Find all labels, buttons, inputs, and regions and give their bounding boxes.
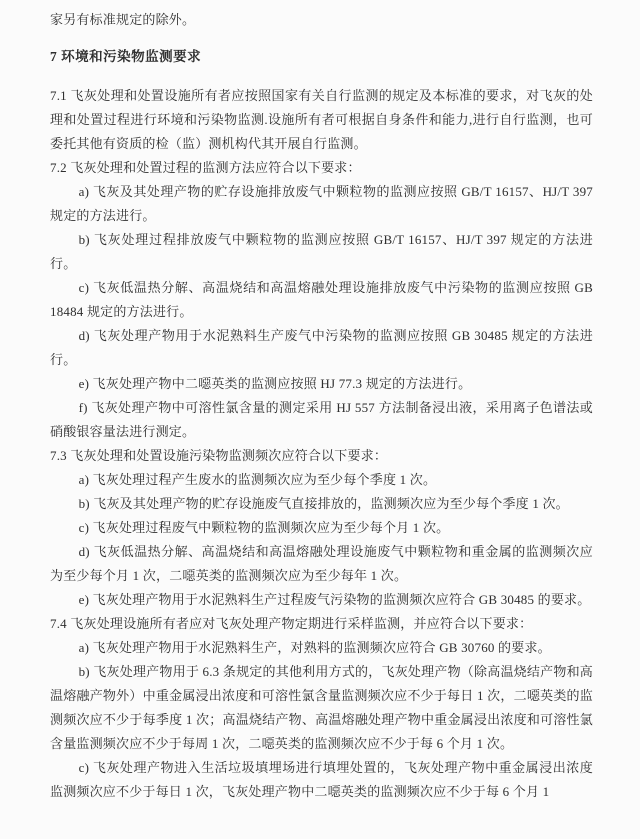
document-text-column <box>50 8 593 804</box>
clause-7-3: 7.3 飞灰处理和处置设施污染物监测频次应符合以下要求： <box>50 448 388 463</box>
item-7-3-c: c) 飞灰处理过程废气中颗粒物的监测频次应为至少每个月 1 次。 <box>78 520 450 535</box>
item-7-2-d: d) 飞灰处理产物用于水泥熟料生产废气中污染物的监测应按照 GB 30485 规定的方法进行。 <box>50 328 593 367</box>
item-7-2-a: a) 飞灰及其处理产物的贮存设施排放废气中颗粒物的监测应按照 GB/T 16157、HJ/T 397 规定的方法进行。 <box>50 184 593 223</box>
clause-7-1: 7.1 飞灰处理和处置设施所有者应按照国家有关自行监测的规定及本标准的要求，对飞灰的处理和处置过程进行环境和污染物监测.设施所有者可根据自身条件和能力,进行自行监测，也可委托其他有资质的检（监）测机构代其开展自行监测。 <box>50 88 593 151</box>
item-7-4-c: c) 飞灰处理产物进入生活垃圾填埋场进行填埋处置的，飞灰处理产物中重金属浸出浓度监测频次应不少于每日 1 次，飞灰处理产物中二噁英类的监测频次应不少于每 6 个月 1 <box>50 760 593 799</box>
item-7-3-d: d) 飞灰低温热分解、高温烧结和高温熔融处理设施废气中颗粒物和重金属的监测频次应为至少每个月 1 次，二噁英类的监测频次应为至少每年 1 次。 <box>50 544 593 583</box>
item-7-4-b: b) 飞灰处理产物用于 6.3 条规定的其他利用方式的，飞灰处理产物（除高温烧结产物和高温熔融产物外）中重金属浸出浓度和可溶性氯含量监测频次应不少于每日 1 次，二噁英类的监测频次应不少于每季度 1 次；高温烧结产物、高温熔融处理产物中重金属浸出浓度和可溶性氯含量监测频次应不少于每周 1 次，二噁英类的监测频次应不少于每 6 个月 1 次。 <box>50 664 593 751</box>
item-7-3-a: a) 飞灰处理过程产生废水的监测频次应为至少每个季度 1 次。 <box>78 472 437 487</box>
item-7-2-c: c) 飞灰低温热分解、高温烧结和高温熔融处理设施排放废气中污染物的监测应按照 GB 18484 规定的方法进行。 <box>50 280 593 319</box>
clause-7-2: 7.2 飞灰处理和处置过程的监测方法应符合以下要求： <box>50 160 361 175</box>
clause-7-4: 7.4 飞灰处理设施所有者应对飞灰处理产物定期进行采样监测，并应符合以下要求： <box>50 616 533 631</box>
item-7-4-a: a) 飞灰处理产物用于水泥熟料生产，对熟料的监测频次应符合 GB 30760 的要求。 <box>78 640 551 655</box>
item-7-3-e: e) 飞灰处理产物用于水泥熟料生产过程废气污染物的监测频次应符合 GB 30485 的要求。 <box>78 592 591 607</box>
item-7-2-b: b) 飞灰处理过程排放废气中颗粒物的监测应按照 GB/T 16157、HJ/T 397 规定的方法进行。 <box>50 232 593 271</box>
section-7-heading: 7 环境和污染物监测要求 <box>50 49 202 64</box>
item-7-3-b: b) 飞灰及其处理产物的贮存设施废气直接排放的，监测频次应为至少每个季度 1 次。 <box>78 496 569 511</box>
page-continuation-line: 家另有标准规定的除外。 <box>50 12 196 27</box>
item-7-2-e: e) 飞灰处理产物中二噁英类的监测应按照 HJ 77.3 规定的方法进行。 <box>78 376 472 391</box>
item-7-2-f: f) 飞灰处理产物中可溶性氯含量的测定采用 HJ 557 方法制备浸出液，采用离子色谱法或硝酸银容量法进行测定。 <box>50 400 593 439</box>
